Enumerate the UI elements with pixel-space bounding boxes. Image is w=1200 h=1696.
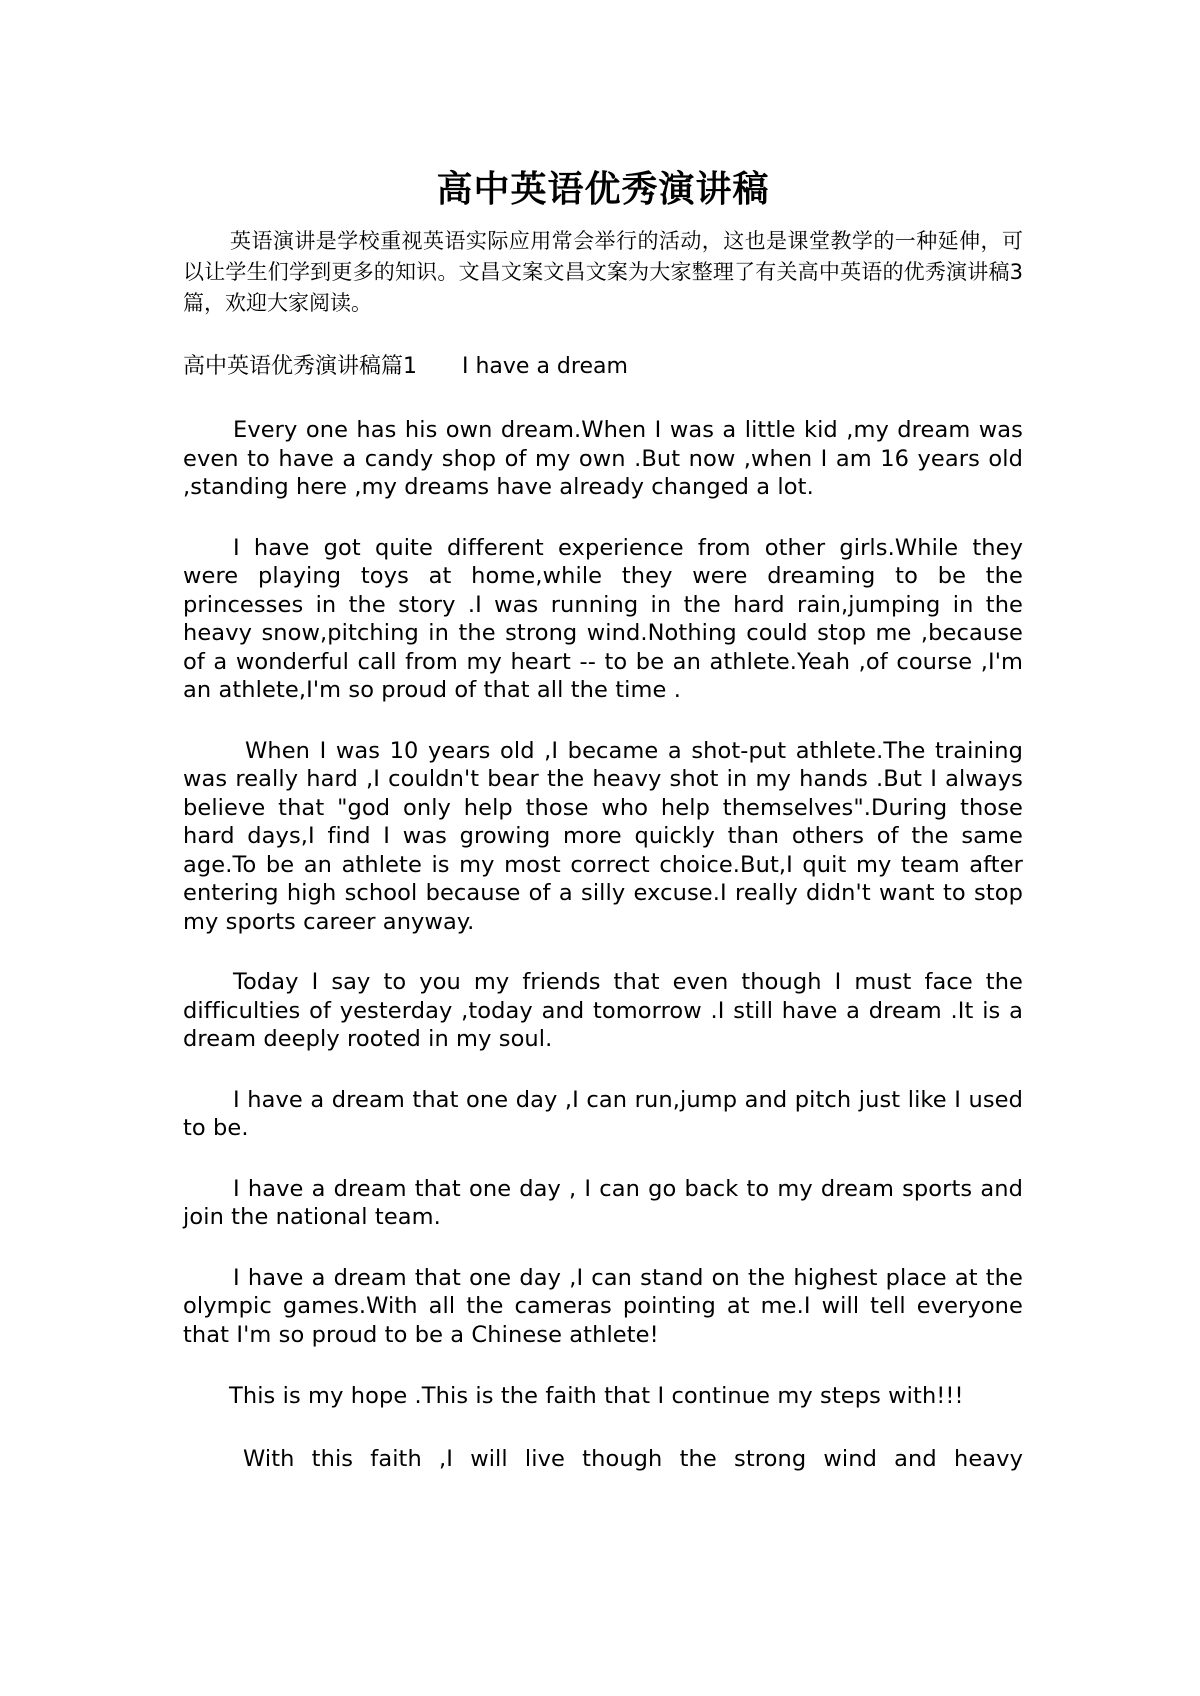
paragraph-8: This is my hope .This is the faith that I continue my steps with!!!	[229, 1383, 964, 1409]
paragraph-2: I have got quite different experience from other girls.While they were playing toys at home,while they were dreaming to be the princesses in the story .I was running in the hard rain,jumping in the heavy snow,pitching in the strong wind.Nothing could stop me ,because of a wonderful call from my heart -- to be an athlete.Yeah ,of course ,I'm an athlete,I'm so proud of that all the time .	[183, 534, 1023, 703]
paragraph-6: I have a dream that one day , I can go back to my dream sports and join the national team.	[183, 1175, 1023, 1230]
paragraph-7: I have a dream that one day ,I can stand on the highest place at the olympic games.With all the cameras pointing at me.I will tell everyone that I'm so proud to be a Chinese athlete!	[183, 1264, 1023, 1348]
intro-paragraph: 英语演讲是学校重视英语实际应用常会举行的活动，这也是课堂教学的一种延伸，可以让学生们学到更多的知识。文昌文案文昌文案为大家整理了有关高中英语的优秀演讲稿3篇，欢迎大家阅读。	[183, 229, 1023, 315]
paragraph-3: When I was 10 years old ,I became a shot-put athlete.The training was really hard ,I couldn't bear the heavy shot in my hands .But I always believe that "god only help those who help themselves".During those hard days,I find I was growing more quickly than others of the same age.To be an athlete is my most correct choice.But,I quit my team after entering high school because of a silly excuse.I really didn't want to stop my sports career anyway.	[183, 737, 1023, 935]
paragraph-9: With this faith ,I will live though the strong wind and heavy	[243, 1445, 1023, 1472]
paragraph-4: Today I say to you my friends that even though I must face the difficulties of yesterday ,today and tomorrow .I still have a dream .It is a dream deeply rooted in my soul.	[183, 969, 1023, 1052]
section-heading	[183, 352, 1023, 382]
section-heading-en: I have a dream	[462, 354, 628, 379]
section-heading-cn: 高中英语优秀演讲稿篇1	[183, 354, 417, 379]
paragraph-5: I have a dream that one day ,I can run,jump and pitch just like I used to be.	[183, 1086, 1023, 1141]
document-title: 高中英语优秀演讲稿	[436, 169, 770, 210]
paragraph-1: Every one has his own dream.When I was a little kid ,my dream was even to have a candy shop of my own .But now ,when I am 16 years old ,standing here ,my dreams have already changed a lot.	[183, 417, 1023, 500]
document-page	[183, 168, 1023, 1473]
